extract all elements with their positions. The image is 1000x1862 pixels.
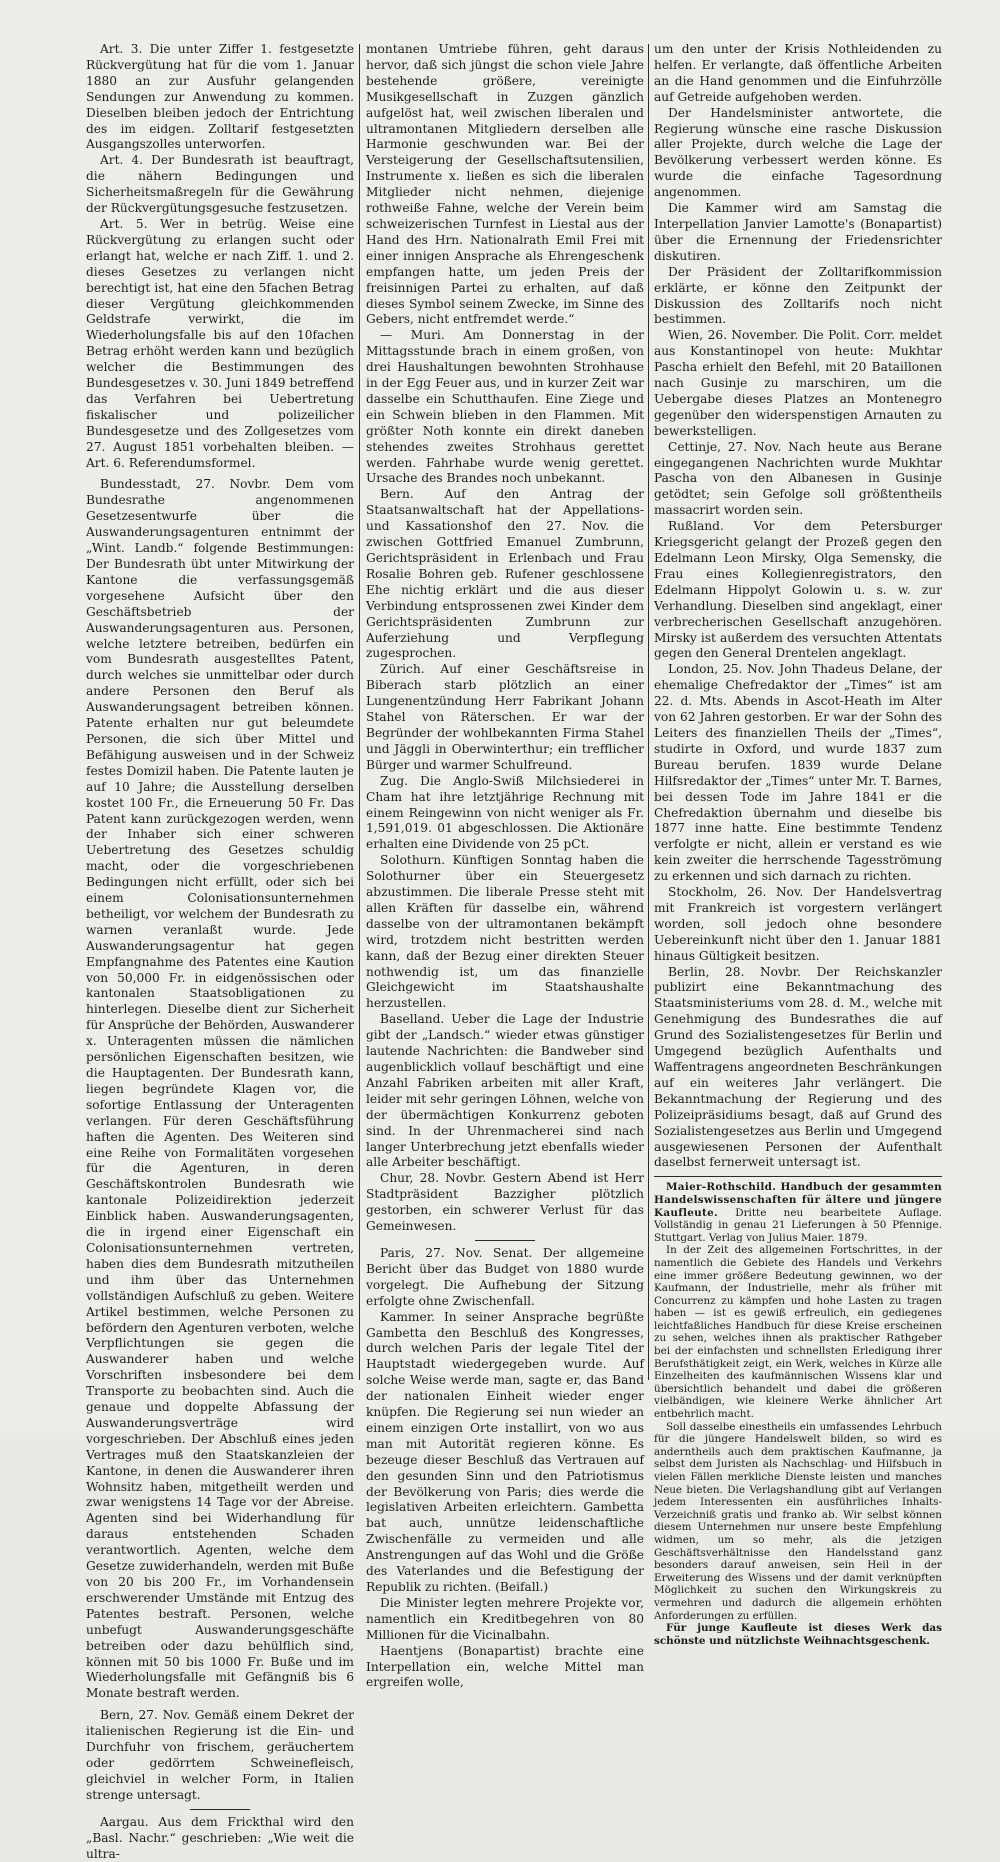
- article-bern-italy: Bern, 27. Nov. Gemäß einem Dekret der italienischen Regierung ist die Ein- und Durchfuhr von frischem, geräuchertem oder gedörrtem Schweinefleisch, gleichviel in welcher Form, in Italien strenge untersagt.: [86, 1708, 354, 1802]
- article-muri: — Muri. Am Donnerstag in der Mittagsstunde brach in einem großen, von drei Haushaltungen bewohnten Strohhause in der Egg Feuer aus, und in kurzer Zeit war dasselbe ein Schutthaufen. Eine Ziege und ein Schwein blieben in den Flammen. Mit größter Noth konnte ein direkt daneben stehendes zweites Strohhaus gerettet werden. Fahrhabe wurde wenig gerettet. Ursache des Brandes noch unbekannt.: [366, 328, 644, 486]
- article-stockholm: Stockholm, 26. Nov. Der Handelsvertrag mit Frankreich ist vorgestern verlängert worden, soll jedoch ohne besondere Uebereinkunft nicht über den 1. Januar 1881 hinaus Gültigkeit besitzen.: [654, 885, 942, 963]
- article-aargau: Aargau. Aus dem Frickthal wird den „Basl. Nachr.“ geschrieben: „Wie weit die ultra-: [86, 1814, 354, 1861]
- article-solothurn: Solothurn. Künftigen Sonntag haben die Solothurner über ein Steuergesetz abzustimmen. Die liberale Presse steht mit allen Kräften für dasselbe ein, während dasselbe von der ultramontanen bekämpft wird, trotzdem nicht bestritten werden kann, daß der Bezug einer direkten Steuer nothwendig ist, um das finanzielle Gleichgewicht im Staatshaushalte herzustellen.: [366, 853, 644, 1011]
- article-chur: Chur, 28. Novbr. Gestern Abend ist Herr Stadtpräsident Bazzigher plötzlich gestorben, ein schwerer Verlust für das Gemeinwesen.: [366, 1171, 644, 1234]
- column-rule: [648, 44, 649, 1380]
- article-handelsminister: Der Handelsminister antwortete, die Regierung wünsche eine rasche Diskussion aller Projekte, durch welche die Lage der Bevölkerung verbessert werden könne. Es wurde die einfache Tagesordnung angenommen.: [654, 105, 942, 200]
- column-2: [366, 42, 644, 1690]
- article-haentjens-cont: um den unter der Krisis Nothleidenden zu helfen. Er verlangte, daß öffentliche Arbeiten an die Hand genommen und die Einfuhrzölle auf Getreide aufgehoben werden.: [654, 42, 942, 104]
- article-art4: Art. 4. Der Bundesrath ist beauftragt, die nähern Bedingungen und Sicherheitsmaßregeln für die Gewährung der Rückvergütungsgesuche festzusetzen.: [86, 153, 354, 216]
- advert-line: Für junge Kaufleute ist dieses Werk das schönste und nützlichste Weihnachtsgeschenk.: [654, 1622, 942, 1647]
- article-paris: Paris, 27. Nov. Senat. Der allgemeine Bericht über das Budget von 1880 wurde vorgelegt. Die Aufhebung der Sitzung erfolgte ohne Zwischenfall.: [366, 1245, 644, 1308]
- article-minister: Die Minister legten mehrere Projekte vor, namentlich ein Kreditbegehren von 80 Millionen für die Vicinalbahn.: [366, 1595, 644, 1642]
- article-art3: Art. 3. Die unter Ziffer 1. festgesetzte Rückvergütung hat für die vom 1. Januar 1880 an zur Ausfuhr gelangenden Sendungen zur Anwendung zu kommen. Dieselben bleiben jedoch der Entrichtung des im eidgen. Zolltarif festgesetzten Ausgangszolles unterworfen.: [86, 42, 354, 152]
- article-aargau-cont: montanen Umtriebe führen, geht daraus hervor, daß sich jüngst die schon viele Jahre bestehende größere, vereinigte Musikgesellschaft in Zuzgen gänzlich aufgelöst hat, weil zwischen liberalen und ultramontanen Mitgliedern derselben alle Harmonie geschwunden war. Bei der Versteigerung der Gesellschaftsutensilien, Instrumente x. ließen es sich die liberalen Mitglieder nicht nehmen, diejenige rothweiße Fahne, welche der Verein beim schweizerischen Turnfest in Liestal aus der Hand des Hrn. Nationalrath Emil Frei mit einer innigen Ansprache als Ehrengeschenk empfangen hatte, um jeden Preis der freisinnigen Partei zu erhalten, auf daß dieses Symbol seinem Zwecke, im Sinne des Gebers, nicht entfremdet werde.“: [366, 42, 644, 327]
- article-bundesstadt: Bundesstadt, 27. Novbr. Dem vom Bundesrathe angenommenen Gesetzesentwurfe über die Auswanderungsagenturen entnimmt der „Wint. Landb.“ folgende Bestimmungen: Der Bundesrath übt unter Mitwirkung der Kantone die verfassungsgemäß vorgesehene Aufsicht über den Geschäftsbetrieb der Auswanderungsagenturen aus. Personen, welche letztere betreiben, bedürfen ein vom Bundesrath ausgestelltes Patent, durch welches sie unmittelbar oder durch andere Personen den Beruf als Auswanderungsagent betreiben können. Patente erhalten nur gut beleumdete Personen, die sich über Mittel und Befähigung ausweisen und in der Schweiz festes Domizil haben. Die Patente lauten je auf 10 Jahre; die Ausstellung derselben kostet 100 Fr., die Erneuerung 50 Fr. Das Patent kann zurückgezogen werden, wenn der Inhaber sich einer schweren Uebertretung des Gesetzes schuldig macht, oder die vorgeschriebenen Bedingungen nicht erfüllt, oder sich bei einem Colonisationsunternehmen betheiligt, vor welchem der Bundesrath zu warnen veranlaßt wurde. Jede Auswanderungsagentur hat gegen Empfangnahme des Patentes eine Kaution von 50,000 Fr. in eidgenössischen oder kantonalen Staatsobligationen zu hinterlegen. Dieselbe dient zur Sicherheit für Ansprüche der Behörden, Auswanderer x. Unteragenten müssen die nämlichen persönlichen Eigenschaften besitzen, wie die Hauptagenten. Der Bundesrath kann, liegen begründete Klagen vor, die sofortige Entlassung der Unteragenten verlangen. Für deren Geschäftsführung haften die Agenten. Des Weiteren sind eine Reihe von Formalitäten vorgesehen für die Agenturen, in deren Geschäftskontrolen Bundesrath wie kantonale Polizeidirektion jederzeit Einblick haben. Auswanderungsagenten, die in irgend einer Eigenschaft ein Colonisationsunternehmen vertreten, haben dies dem Bundesrath mitzutheilen und ihm über das Unternehmen vollständigen Aufschluß zu geben. Weitere Artikel bestimmen, welche Personen zu befördern den Agenturen verboten, welche Verpflichtungen sie gegen die Auswanderer haben und welche Vorschriften insbesondere bei dem Transporte zu beobachten sind. Auch die genaue und doppelte Abfassung der Auswanderungsverträge wird vorgeschrieben. Der Abschluß eines jeden Vertrages muß den Staatskanzleien der Kantone, in denen die Auswanderer ihren Wohnsitz haben, mitgetheilt werden und zwar wenigstens 14 Tage vor der Abreise. Agenten sind bei Widerhandlung für daraus entstehenden Schaden verantwortlich. Agenten, welche dem Gesetze zuwiderhandeln, werden mit Buße von 20 bis 200 Fr., im Vorhandensein erschwerender Umstände mit Entzug des Patentes bestraft. Personen, welche unbefugt Auswanderungsgeschäfte betreiben oder dazu behülflich sind, können mit 50 bis 1000 Fr. Buße und im Wiederholungsfalle mit Gefängniß bis 6 Monate bestraft werden.: [86, 477, 354, 1701]
- article-russland: Rußland. Vor dem Petersburger Kriegsgericht gelangt der Prozeß gegen den Edelmann Leon Mirsky, Olga Semensky, die Frau eines Kollegienregistrators, den Edelmann Hippolyt Golowin u. s. w. zur Verhandlung. Dieselben sind angeklagt, einer verbrecherischen Gesellschaft anzugehören. Mirsky ist außerdem des versuchten Attentats gegen den General Drentelen angeklagt.: [654, 519, 942, 661]
- column-3: [654, 42, 942, 1647]
- separator: [654, 1176, 942, 1177]
- advert-line: In der Zeit des allgemeinen Fortschrittes, in der namentlich die Gebiete des Handels und Verkehrs eine immer größere Bedeutung gewinnen, wo der Kaufmann, der Industrielle, mehr als früher mit Concurrenz zu kämpfen und hohe Lasten zu tragen haben — ist es gewiß erfreulich, ein gediegenes leichtfaßliches Handbuch für diese Kreise erscheinen zu sehen, welches ihnen als praktischer Rathgeber bei der einfachsten und schnellsten Erledigung ihrer Berufsthätigkeit zeigt, ein Werk, welches in Kürze alle Einzelheiten des kaufmännischen Wissens klar und übersichtlich behandelt und dabei die größeren vielbändigen, wie kleinere Werke ähnlicher Art entbehrlich macht.: [654, 1244, 942, 1421]
- column-rule: [359, 44, 360, 1380]
- article-cettinje: Cettinje, 27. Nov. Nach heute aus Berane eingegangenen Nachrichten wurde Mukhtar Pascha von den Albanesen in Gusinje getödtet; sein Gefolge soll größtentheils massacrirt worden sein.: [654, 439, 942, 518]
- article-kammer: Kammer. In seiner Ansprache begrüßte Gambetta den Beschluß des Kongresses, durch welchen Paris der legale Titel der Hauptstadt wiedergegeben wurde. Auf solche Weise werde man, sagte er, das Band der nationalen Einheit wieder enger knüpfen. Die Regierung sei nun wieder an einem einzigen Orte installirt, von wo aus man mit Autorität regieren könne. Es bezeuge dieser Beschluß das Vertrauen auf den gesunden Sinn und den Patriotismus der Bevölkerung von Paris; dies werde die legislativen Arbeiten erleichtern. Gambetta bat auch, unnütze leidenschaftliche Zwischenfälle zu vermeiden und alle Anstrengungen auf das Wohl und die Größe des Vaterlandes und die Befestigung der Republik zu richten. (Beifall.): [366, 1309, 644, 1594]
- article-berlin: Berlin, 28. Novbr. Der Reichskanzler publizirt eine Bekanntmachung des Staatsministeriums vom 28. d. M., welche mit Genehmigung des Bundesrathes die auf Grund des Sozialistengesetzes für Berlin und Umgegend bezüglich Aufenthalts und Waffentragens angeordneten Beschränkungen auf ein weiteres Jahr verlängert. Die Bekanntmachung der Regierung und des Polizeipräsidiums besagt, daß auf Grund des Sozialistengesetzes aus Berlin und Umgegend ausgewiesenen Personen der Aufenthalt daselbst fernerweit untersagt ist.: [654, 964, 942, 1170]
- article-zolltarif: Der Präsident der Zolltarifkommission erklärte, er könne den Zeitpunkt der Diskussion des Zolltarifs noch nicht bestimmen.: [654, 264, 942, 327]
- advert-head: Maier-Rothschild. Handbuch der gesammten Handelswissenschaften für ältere und jüngere Kaufleute.: [654, 1181, 942, 1219]
- advert-line: Dritte neu bearbeitete Auflage. Vollständig in genau 21 Lieferungen à 50 Pfennige. Stuttgart. Verlag von Julius Maier. 1879.: [654, 1206, 942, 1244]
- advertisement: [654, 1181, 942, 1647]
- column-1: [86, 42, 354, 1861]
- article-zuerich: Zürich. Auf einer Geschäftsreise in Biberach starb plötzlich an einer Lungenentzündung Herr Fabrikant Johann Stahel von Rätersch​en. Er war der Begründer der wohlbekannten Firma Stahel und Jäggli in Oberwinterthur; ein trefflicher Bürger und warmer Schulfreund.: [366, 662, 644, 772]
- article-wien: Wien, 26. November. Die Polit. Corr. meldet aus Konstantinopel von heute: Mukhtar Pascha erhielt den Befehl, mit 20 Bataillonen nach Gusinje zu marschiren, um die Uebergabe dieses Platzes an Montenegro gegenüber den widerspenstigen Arnauten zu bewerkstelligen.: [654, 328, 942, 438]
- article-baselland: Baselland. Ueber die Lage der Industrie gibt der „Landsch.“ wieder etwas günstiger lautende Nachrichten: die Bandweber sind augenblicklich vollauf beschäftigt und eine Anzahl Fabriken arbeiten mit aller Kraft, leider mit sehr geringen Löhnen, welche von der übermächtigen Konkurrenz geboten sind. In der Uhrenmacherei sind nach langer Unterbrechung jetzt ebenfalls wieder alle Arbeiter beschäftigt.: [366, 1012, 644, 1170]
- article-zug: Zug. Die Anglo-Swiß Milchsiederei in Cham hat ihre letztjährige Rechnung mit einem Reingewinn von nicht weniger als Fr. 1,591,019. 01 abgeschlossen. Die Aktionäre erhalten eine Dividende von 25 pCt.: [366, 773, 644, 852]
- article-art5: Art. 5. Wer in betrüg. Weise eine Rückvergütung zu erlangen sucht oder erlangt hat, welche er nach Ziff. 1. und 2. dieses Gesetzes zu verlangen nicht berechtigt ist, hat eine den 5fachen Betrag dieser Vergütung gleichkommenden Geldstrafe verwirkt, die im Wiederholungsfalle bis auf den 10fachen Betrag erhöht werden kann und bezüglich welcher die Bestimmungen des Bundesgesetzes v. 30. Juni 1849 betreffend das Verfahren bei Uebertretung fiskalischer und polizeilicher Bundesgesetze und des Zollgesetzes vom 27. August 1851 vorbehalten bleiben. — Art. 6. Referendumsformel.: [86, 216, 354, 470]
- article-haentjens: Haentjens (Bonapartist) brachte eine Interpellation ein, welche Mittel man ergreifen wolle,: [366, 1643, 644, 1690]
- article-kammer-samstag: Die Kammer wird am Samstag die Interpellation Janvier Lamotte's (Bonapartist) über die Ernennung der Friedensrichter diskutiren.: [654, 201, 942, 263]
- separator: [190, 1809, 250, 1810]
- advert-line: Soll dasselbe einestheils ein umfassendes Lehrbuch für die jüngere Handelswelt bilden, so wird es anderntheils auch dem praktischen Kaufmanne, ja selbst dem Juristen als Nachschlag- und Hilfsbuch in vielen Fällen merkliche Dienste leisten und manches Neue bieten. Die Verlagshandlung gibt auf Verlangen jedem Interessenten ein ausführliches Inhalts-Verzeichniß gratis und franko ab. Wir selbst können diesem Unternehmen nur unsere beste Empfehlung widmen, um so mehr, als die jetzigen Geschäftsverhältnisse den Handelsstand ganz besonders darauf anweisen, sein Heil in der Erweiterung des Wissens und der damit verknüpften Möglichkeit zu suchen den Wirkungskreis zu vermehren und dadurch die allgemein erhöhten Anforderungen zu erfüllen.: [654, 1420, 942, 1622]
- article-london: London, 25. Nov. John Thadeus Delane, der ehemalige Chefredaktor der „Times“ ist am 22. d. Mts. Abends in Ascot-Heath im Alter von 62 Jahren gestorben. Er war der Sohn des Leiters des finanziellen Theils der „Times“, studirte in Oxford, und wurde 1837 zum Bureau berufen. 1839 wurde Delane Hilfsredaktor der „Times“ unter Mr. T. Barnes, bei dessen Tode im Jahre 1841 er die Chefredaktion übernahm und dieselbe bis 1877 inne hatte. Eine bestimmte Tendenz verfolgte er nicht, allein er verstand es wie kein zweiter die herrschende Tagesströmung zu erkennen und sich darnach zu richten.: [654, 662, 942, 884]
- article-bern-court: Bern. Auf den Antrag der Staatsanwaltschaft hat der Appellations- und Kassationshof den 27. Nov. die zwischen Gottfried Emanuel Zumbrunn, Gerichtspräsident in Erlenbach und Frau Rosalie Bohren geb. Rufener geschlossene Ehe nichtig erklärt und die aus dieser Verbindung entsprossenen zwei Kinder dem Gerichtspräsidenten Zumbrunn zur Auferziehung und Verpflegung zugesprochen.: [366, 487, 644, 661]
- separator: [475, 1240, 535, 1241]
